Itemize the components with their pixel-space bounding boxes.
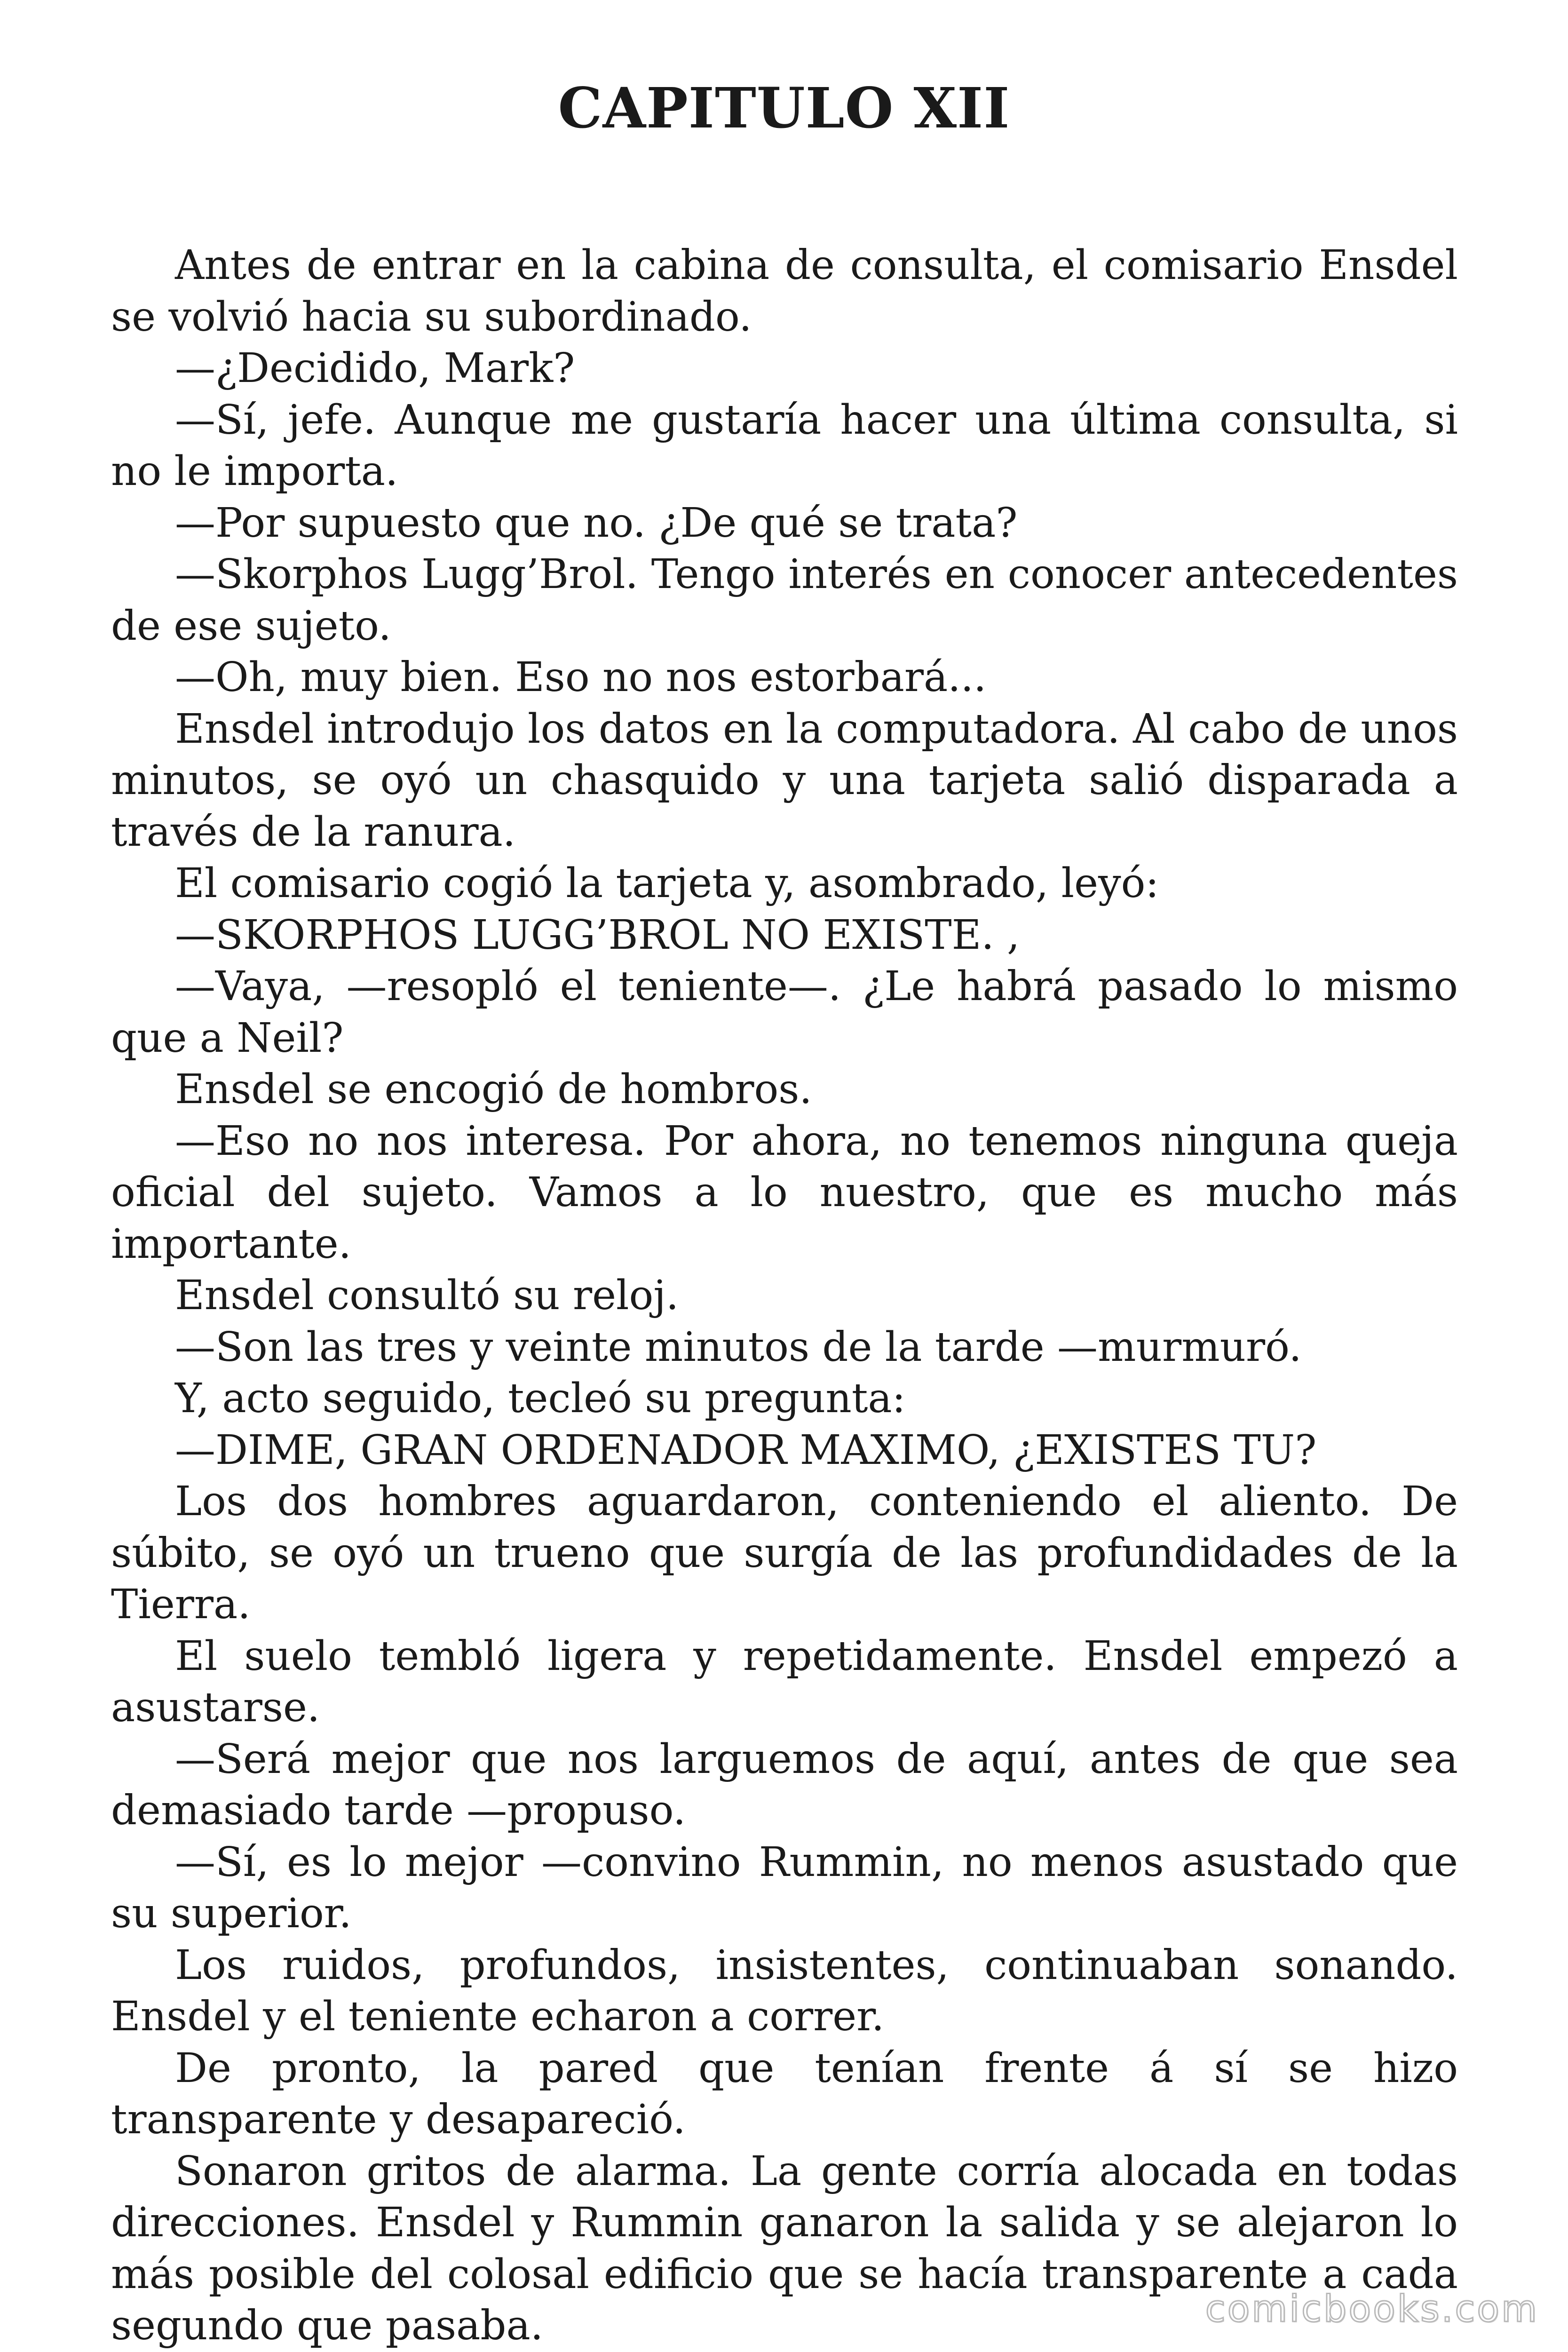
paragraph: —Por supuesto que no. ¿De qué se trata? [175, 499, 1018, 547]
paragraph: Los ruidos, profundos, insistentes, continuaban sonando. Ensdel y el teniente echaron a correr. [111, 1941, 1458, 2040]
watermark: comicbooks.com [1205, 2288, 1539, 2330]
paragraph: Ensdel se encogió de hombros. [175, 1066, 812, 1113]
paragraph: De pronto, la pared que tenían frente á sí se hizo transparente y desapareció. [111, 2044, 1458, 2143]
paragraph: Sonaron gritos de alarma. La gente corría alocada en todas direcciones. Ensdel y Rummin ganaron la salida y se alejaron lo más posible del colosal edificio que se hacía transparente a cada segundo que pasaba. [111, 2147, 1458, 2349]
paragraph: El suelo tembló ligera y repetidamente. Ensdel empezó a asustarse. [111, 1632, 1458, 1731]
paragraph: Ensdel consultó su reloj. [175, 1272, 679, 1319]
paragraph: —Vaya, —resopló el teniente—. ¿Le habrá pasado lo mismo que a Neil? [111, 963, 1458, 1062]
paragraph: —Oh, muy bien. Eso no nos estorbará... [175, 654, 987, 701]
chapter-title: CAPITULO XII [558, 75, 1010, 141]
paragraph: —DIME, GRAN ORDENADOR MAXIMO, ¿EXISTES TU? [175, 1426, 1317, 1474]
paragraph: —Skorphos Lugg’Brol. Tengo interés en conocer antecedentes de ese sujeto. [111, 551, 1458, 650]
paragraph: Antes de entrar en la cabina de consulta, el comisario Ensdel se volvió hacia su subordinado. [111, 242, 1458, 341]
paragraph: —Sí, jefe. Aunque me gustaría hacer una última consulta, si no le importa. [111, 396, 1458, 495]
paragraph: —Eso no nos interesa. Por ahora, no tenemos ninguna queja oficial del sujeto. Vamos a lo nuestro, que es mucho más importante. [111, 1117, 1458, 1268]
paragraph: Ensdel introdujo los datos en la computadora. Al cabo de unos minutos, se oyó un chasquido y una tarjeta salió disparada a través de la ranura. [111, 705, 1458, 856]
paragraph: —SKORPHOS LUGG’BROL NO EXISTE. , [175, 911, 1020, 959]
body-text [111, 240, 1458, 2352]
paragraph: —Sí, es lo mejor —convino Rummin, no menos asustado que su superior. [111, 1838, 1458, 1937]
paragraph: —¿Decidido, Mark? [175, 345, 575, 392]
paragraph: Y, acto seguido, tecleó su pregunta: [175, 1375, 906, 1422]
paragraph: El comisario cogió la tarjeta y, asombrado, leyó: [175, 860, 1159, 907]
paragraph: Los dos hombres aguardaron, conteniendo el aliento. De súbito, se oyó un trueno que surgía de las profundidades de la Tierra. [111, 1478, 1458, 1628]
paragraph: —Será mejor que nos larguemos de aquí, antes de que sea demasiado tarde —propuso. [111, 1735, 1458, 1834]
paragraph: —Son las tres y veinte minutos de la tarde —murmuró. [175, 1323, 1302, 1371]
